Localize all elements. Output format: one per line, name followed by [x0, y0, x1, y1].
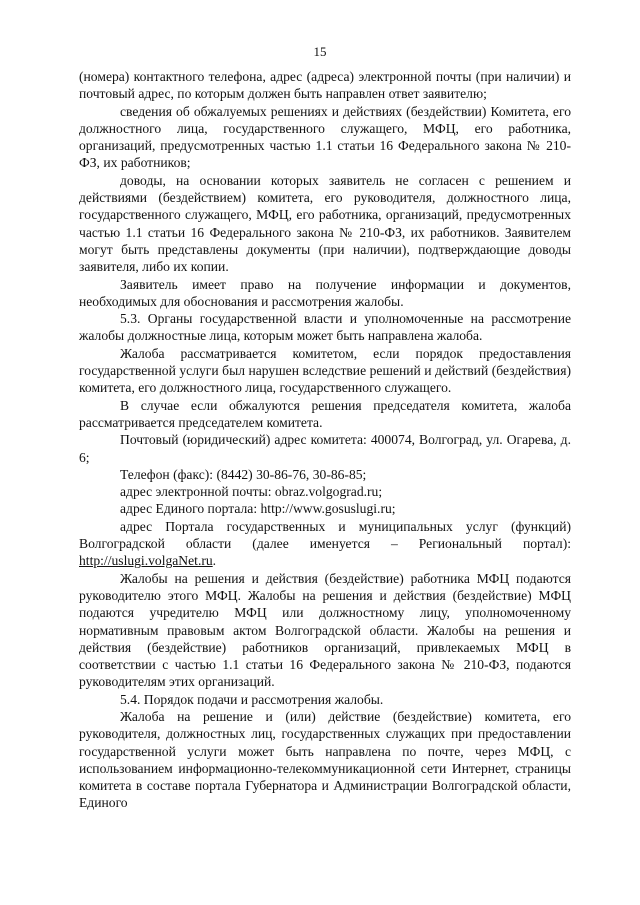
paragraph-chairman-review: В случае если обжалуются решения председателя комитета, жалоба рассматривается председателем комитета. [79, 397, 571, 430]
paragraph-phone: Телефон (факс): (8442) 30-86-76, 30-86-85; [120, 466, 367, 482]
page-number: 15 [313, 44, 327, 59]
paragraph-postal-address: Почтовый (юридический) адрес комитета: 400074, Волгоград, ул. Огарева, д. 6; [79, 432, 571, 465]
paragraph-regional-portal [79, 518, 571, 570]
regional-portal-link[interactable]: http://uslugi.volgaNet.ru [79, 553, 213, 569]
paragraph-submission-methods: Жалоба на решение и (или) действие (бездействие) комитета, его руководителя, должностных лиц, государственных служащих при предоставлении государственной услуги может быть направлена по почте, через МФЦ, с использованием информационно-телекоммуникационной сети Интернет, страницы комитета в составе портала Губернатора и Администрации Волгоградской области, Единого [79, 708, 571, 811]
paragraph-mfc-complaints: Жалобы на решения и действия (бездействие) работника МФЦ подаются руководителю этого МФЦ. Жалобы на решения и действия (бездействие) МФЦ подаются учредителю МФЦ или должностному лицу, уполномоченному нормативным правовым актом Волгоградской области. Жалобы на решения и действия (бездействие) работников организаций, привлекаемых МФЦ в соответствии с частью 1.1 статьи 16 Федерального закона № 210-ФЗ, подаются руководителям этих организаций. [79, 570, 571, 690]
paragraph-complaint-review: Жалоба рассматривается комитетом, если порядок предоставления государственной услуги был нарушен вследствие решений и действий (бездействия) комитета, его должностного лица, государственного служащего. [79, 345, 571, 396]
section-heading-5-4: 5.4. Порядок подачи и рассмотрения жалобы. [120, 691, 384, 707]
paragraph-arguments: доводы, на основании которых заявитель не согласен с решением и действиями (бездействием) комитета, его руководителя, должностного лица, государственного служащего, МФЦ, его работника, организаций, предусмотренных частью 1.1 статьи 16 Федерального закона № 210-ФЗ, их работников. Заявителем могут быть представлены документы (при наличии), подтверждающие доводы заявителя, либо их копии. [79, 172, 571, 275]
section-heading-5-3: 5.3. Органы государственной власти и уполномоченные на рассмотрение жалобы должностные лица, которым может быть направлена жалоба. [79, 311, 571, 344]
paragraph-contact-info: (номера) контактного телефона, адрес (адреса) электронной почты (при наличии) и почтовый адрес, по которым должен быть направлен ответ заявителю; [79, 69, 571, 102]
paragraph-email: адрес электронной почты: obraz.volgograd.ru; [120, 484, 383, 500]
regional-portal-text: адрес Портала государственных и муниципальных услуг (функций) Волгоградской области (далее именуется – Региональный портал): [79, 518, 571, 552]
document-body [79, 68, 571, 812]
paragraph-right-to-information: Заявитель имеет право на получение информации и документов, необходимых для обоснования и рассмотрения жалобы. [79, 276, 571, 309]
paragraph-unified-portal: адрес Единого портала: http://www.gosuslugi.ru; [120, 501, 396, 517]
paragraph-appealed-decisions: сведения об обжалуемых решениях и действиях (бездействии) Комитета, его должностного лица, государственного служащего, МФЦ, его работника, организаций, предусмотренных частью 1.1 статьи 16 Федерального закона № 210-ФЗ, их работников; [79, 103, 571, 171]
regional-portal-suffix: . [212, 553, 217, 569]
